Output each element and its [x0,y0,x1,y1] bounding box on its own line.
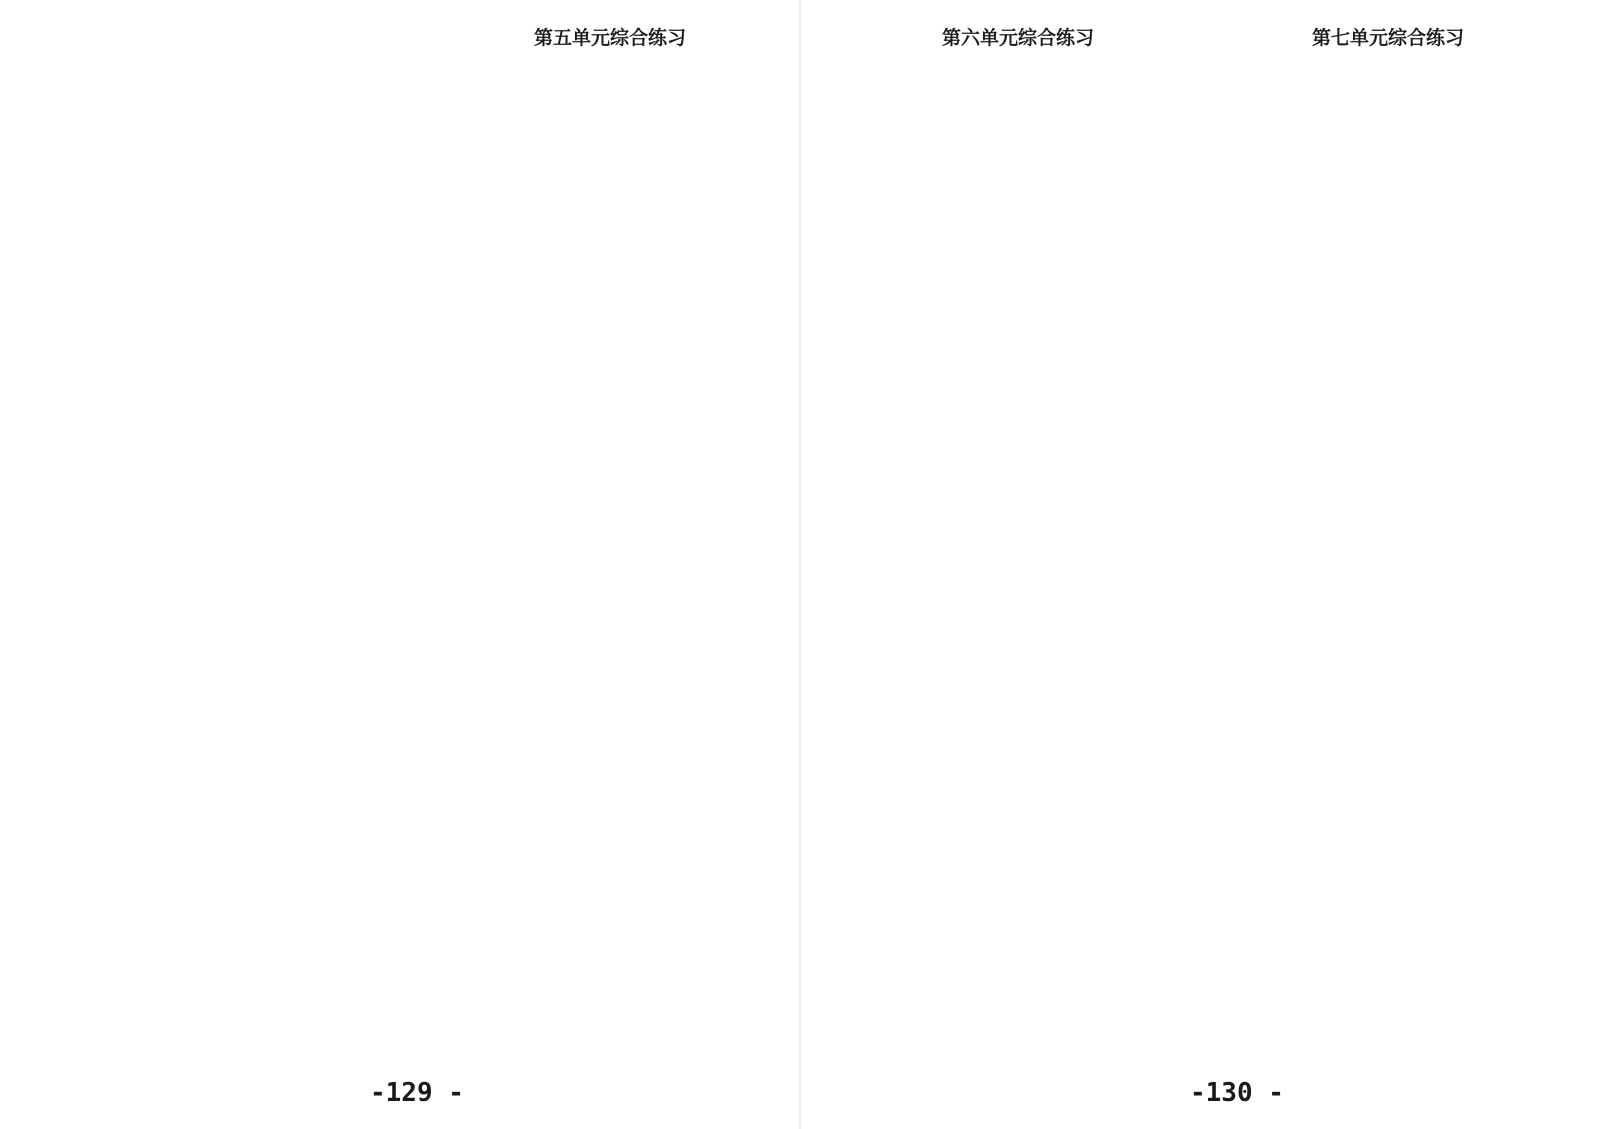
unit-heading: 第五单元综合练习 [533,27,686,49]
column-2 [432,18,788,1058]
unit-heading: 第六单元综合练习 [941,27,1094,49]
unit-heading: 第七单元综合练习 [1311,27,1464,49]
page-number: -129 - [370,1078,464,1108]
right-page [800,0,1600,1129]
column-1 [64,18,420,1058]
page-number: -130 - [1190,1078,1284,1108]
column-4 [1208,18,1568,1058]
column-3 [840,18,1196,1058]
